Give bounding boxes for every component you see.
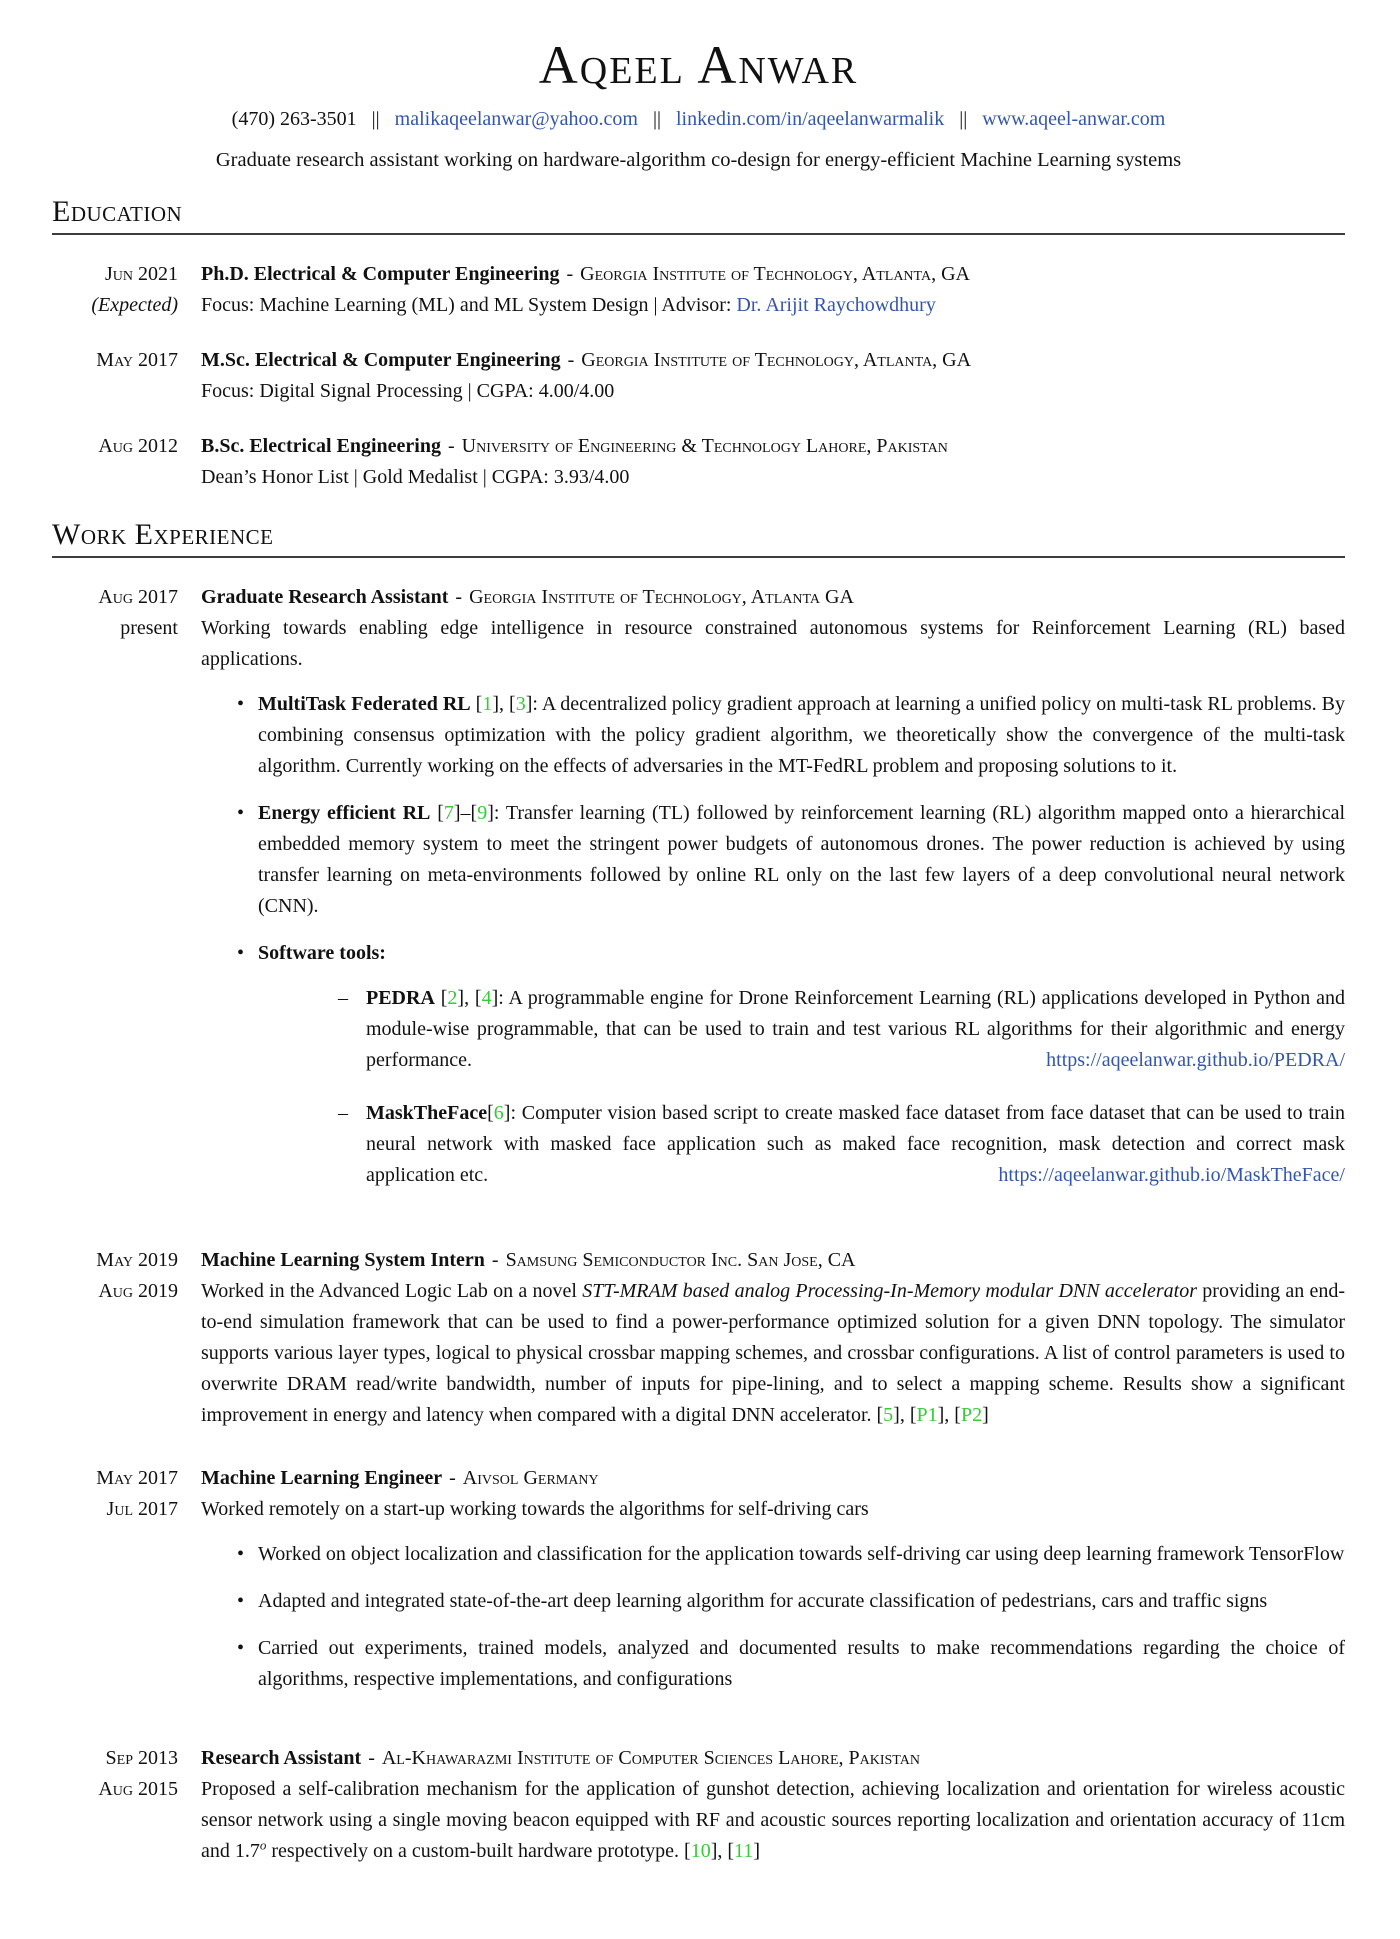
job-summary: Worked remotely on a start-up working towards the algorithms for self-driving cars xyxy=(201,1498,869,1520)
entry-content xyxy=(201,1245,1345,1431)
bullet-list xyxy=(201,1539,1345,1695)
company-name: Samsung Semiconductor Inc. San Jose, CA xyxy=(505,1249,856,1271)
date-end: Aug 2015 xyxy=(98,1778,178,1800)
entry-title xyxy=(201,1463,1345,1494)
date-start: Aug 2017 xyxy=(98,586,178,608)
date-expected: (Expected) xyxy=(91,294,178,316)
bullet-label: Energy efficient RL xyxy=(258,802,431,824)
job-description xyxy=(201,1276,1345,1431)
entry-title xyxy=(201,259,1345,290)
contact-line xyxy=(52,104,1345,135)
institution-name: Georgia Institute of Technology, Atlanta, GA xyxy=(581,349,972,371)
company-name: Aivsol Germany xyxy=(462,1467,599,1489)
entry-dates xyxy=(52,1245,178,1431)
entry-dates xyxy=(52,431,178,493)
citation-refs[interactable]: [7]–[9] xyxy=(437,802,494,824)
date-start: May 2017 xyxy=(96,349,178,371)
title-dash: - xyxy=(491,1249,499,1271)
job-description xyxy=(201,1774,1345,1867)
entry-dates xyxy=(52,345,178,407)
job-role: Machine Learning Engineer xyxy=(201,1467,443,1489)
tool-name: PEDRA xyxy=(366,987,435,1009)
person-name: Aqeel Anwar xyxy=(538,35,859,95)
email-link[interactable]: malikaqeelanwar@yahoo.com xyxy=(394,108,638,130)
contact-separator: || xyxy=(371,108,380,130)
citation-refs[interactable]: [2], [4] xyxy=(440,987,499,1009)
bullet-object-localization: • Worked on object localization and classification for the application towards self-driving car using deep learning framework TensorFlow xyxy=(231,1539,1345,1570)
date-start: Aug 2012 xyxy=(98,435,178,457)
bullet-label: MultiTask Federated RL xyxy=(258,693,471,715)
date-start: May 2017 xyxy=(96,1467,178,1489)
pedra-url[interactable]: https://aqeelanwar.github.io/PEDRA/ xyxy=(1034,1045,1345,1076)
work-entry-samsung xyxy=(52,1245,1345,1431)
contact-separator: || xyxy=(959,108,968,130)
website-link[interactable]: www.aqeel-anwar.com xyxy=(982,108,1166,130)
entry-title xyxy=(201,1245,1345,1276)
citation-refs[interactable]: [5], [P1], [P2] xyxy=(876,1404,989,1426)
job-role: Graduate Research Assistant xyxy=(201,586,449,608)
date-end: present xyxy=(120,617,178,639)
bullet-energy-efficient-rl xyxy=(231,798,1345,922)
education-entry-phd xyxy=(52,259,1345,321)
section-rule xyxy=(52,233,1345,235)
title-dash: - xyxy=(455,586,463,608)
entry-dates xyxy=(52,1463,178,1711)
bullet-software-tools xyxy=(231,938,1345,1191)
entry-title xyxy=(201,431,1345,462)
entry-title xyxy=(201,345,1345,376)
date-end: Jul 2017 xyxy=(106,1498,178,1520)
entry-content xyxy=(201,345,1345,407)
subtool-list xyxy=(258,983,1345,1191)
section-heading-work: Work Experience xyxy=(52,518,274,551)
description-text: respectively on a custom-built hardware prototype. xyxy=(266,1840,685,1862)
citation-refs[interactable]: [1], [3] xyxy=(475,693,533,715)
education-entry-msc xyxy=(52,345,1345,407)
job-role: Machine Learning System Intern xyxy=(201,1249,485,1271)
date-start: Sep 2013 xyxy=(105,1747,178,1769)
entry-detail xyxy=(201,290,1345,321)
institution-name: Georgia Institute of Technology, Atlanta, GA xyxy=(580,263,970,285)
entry-dates xyxy=(52,582,178,1213)
degree-superscript: o xyxy=(259,1837,267,1853)
subtool-pedra xyxy=(338,983,1345,1076)
date-start: Jun 2021 xyxy=(104,263,178,285)
job-summary: Working towards enabling edge intelligence in resource constrained autonomous systems for Reinforcement Learning (RL) based applications. xyxy=(201,617,1345,670)
tool-text: : A programmable engine for Drone Reinforcement Learning (RL) applications developed in Python and module-wise programmable, that can be used to train and test various RL algorithms for their algorithmic and energy performance. xyxy=(366,987,1346,1071)
entry-dates xyxy=(52,259,178,321)
subtool-masktheface xyxy=(338,1098,1345,1191)
date-end: Aug 2019 xyxy=(98,1280,178,1302)
entry-content xyxy=(201,1743,1345,1867)
bullet-multitask-fedrl xyxy=(231,689,1345,782)
masktheface-url[interactable]: https://aqeelanwar.github.io/MaskTheFace/ xyxy=(986,1160,1345,1191)
work-entry-kics xyxy=(52,1743,1345,1867)
title-dash: - xyxy=(566,263,574,285)
bullet-list xyxy=(201,689,1345,1191)
degree-name: M.Sc. Electrical & Computer Engineering xyxy=(201,349,561,371)
institution-name: University of Engineering & Technology Lahore, Pakistan xyxy=(461,435,948,457)
focus-text: Focus: Machine Learning (ML) and ML System Design | Advisor: xyxy=(201,294,732,316)
linkedin-link[interactable]: linkedin.com/in/aqeelanwarmalik xyxy=(676,108,945,130)
entry-detail: Focus: Digital Signal Processing | CGPA: 4.00/4.00 xyxy=(201,380,615,402)
title-dash: - xyxy=(368,1747,375,1769)
phone-number: (470) 263-3501 xyxy=(231,108,357,130)
degree-name: Ph.D. Electrical & Computer Engineering xyxy=(201,263,560,285)
entry-content xyxy=(201,431,1345,493)
entry-content xyxy=(201,259,1345,321)
degree-name: B.Sc. Electrical Engineering xyxy=(201,435,441,457)
citation-refs[interactable]: [6] xyxy=(487,1102,511,1124)
bullet-text: : A decentralized policy gradient approach at learning a unified policy on multi-task RL problems. By combining consensus optimization with the policy gradient algorithm, we theoretically show the convergence of the multi-task algorithm. Currently working on the effects of adversaries in the MT-FedRL problem and proposing solutions to it. xyxy=(258,693,1345,777)
section-rule xyxy=(52,556,1345,558)
title-dash: - xyxy=(449,1467,456,1489)
entry-detail: Dean’s Honor List | Gold Medalist | CGPA: 3.93/4.00 xyxy=(201,466,630,488)
job-role: Research Assistant xyxy=(201,1747,362,1769)
title-dash: - xyxy=(567,349,575,371)
description-text: providing an end-to-end simulation framework that can be used to find a power-performance optimized solution for a given DNN topology. The simulator supports various layer types, logical to physical crossbar mapping schemes, and crossbar configurations. A list of control parameters is used to overwrite DRAM read/write bandwidth, number of inputs for pipe-lining, and to select a mapping scheme. Results show a significant improvement in energy and latency when compared with a digital DNN accelerator. xyxy=(201,1280,1346,1426)
description-text: Proposed a self-calibration mechanism for the application of gunshot detection, achieving localization and orientation for wireless acoustic sensor network using a single moving beacon equipped with RF and acoustic sources reporting localization and orientation accuracy of 11cm and 1.7 xyxy=(201,1778,1345,1862)
title-dash: - xyxy=(447,435,455,457)
date-start: May 2019 xyxy=(96,1249,178,1271)
advisor-link[interactable]: Dr. Arijit Raychowdhury xyxy=(736,294,936,316)
header xyxy=(52,34,1345,176)
entry-content xyxy=(201,1463,1345,1711)
bullet-experiments: • Carried out experiments, trained models, analyzed and documented results to make recommendations regarding the choice of algorithms, respective implementations, and configurations xyxy=(231,1633,1345,1695)
work-entry-aivsol xyxy=(52,1463,1345,1711)
description-italic: STT-MRAM based analog Processing-In-Memory modular DNN accelerator xyxy=(582,1280,1198,1302)
work-entry-gra xyxy=(52,582,1345,1213)
entry-title xyxy=(201,582,1345,613)
entry-title xyxy=(201,1743,1345,1774)
description-text: Worked in the Advanced Logic Lab on a novel xyxy=(201,1280,583,1302)
entry-content xyxy=(201,582,1345,1213)
entry-dates xyxy=(52,1743,178,1867)
tool-name: MaskTheFace xyxy=(366,1102,488,1124)
bullet-deep-learning-classification: • Adapted and integrated state-of-the-art deep learning algorithm for accurate classification of pedestrians, cars and traffic signs xyxy=(231,1586,1345,1617)
company-name: Georgia Institute of Technology, Atlanta GA xyxy=(469,586,854,608)
bullet-text: : Transfer learning (TL) followed by reinforcement learning (RL) algorithm mapped onto a hierarchical embedded memory system to meet the stringent power budgets of autonomous drones. The power reduction is achieved by using transfer learning on meta-environments followed by online RL only on the last few layers of a deep convolutional neural network (CNN). xyxy=(258,802,1345,917)
tool-text: : Computer vision based script to create masked face dataset from face dataset that can be used to train neural network with masked face application such as maked face recognition, mask detection and correct mask application etc. xyxy=(366,1102,1345,1186)
company-name: Al-Khawarazmi Institute of Computer Sciences Lahore, Pakistan xyxy=(381,1747,920,1769)
section-heading-education: Education xyxy=(52,195,183,228)
contact-separator: || xyxy=(652,108,661,130)
citation-refs[interactable]: [10], [11] xyxy=(684,1840,760,1862)
tagline: Graduate research assistant working on hardware-algorithm co-design for energy-efficient Machine Learning systems xyxy=(215,149,1182,171)
bullet-label: Software tools: xyxy=(258,942,386,964)
education-entry-bsc xyxy=(52,431,1345,493)
